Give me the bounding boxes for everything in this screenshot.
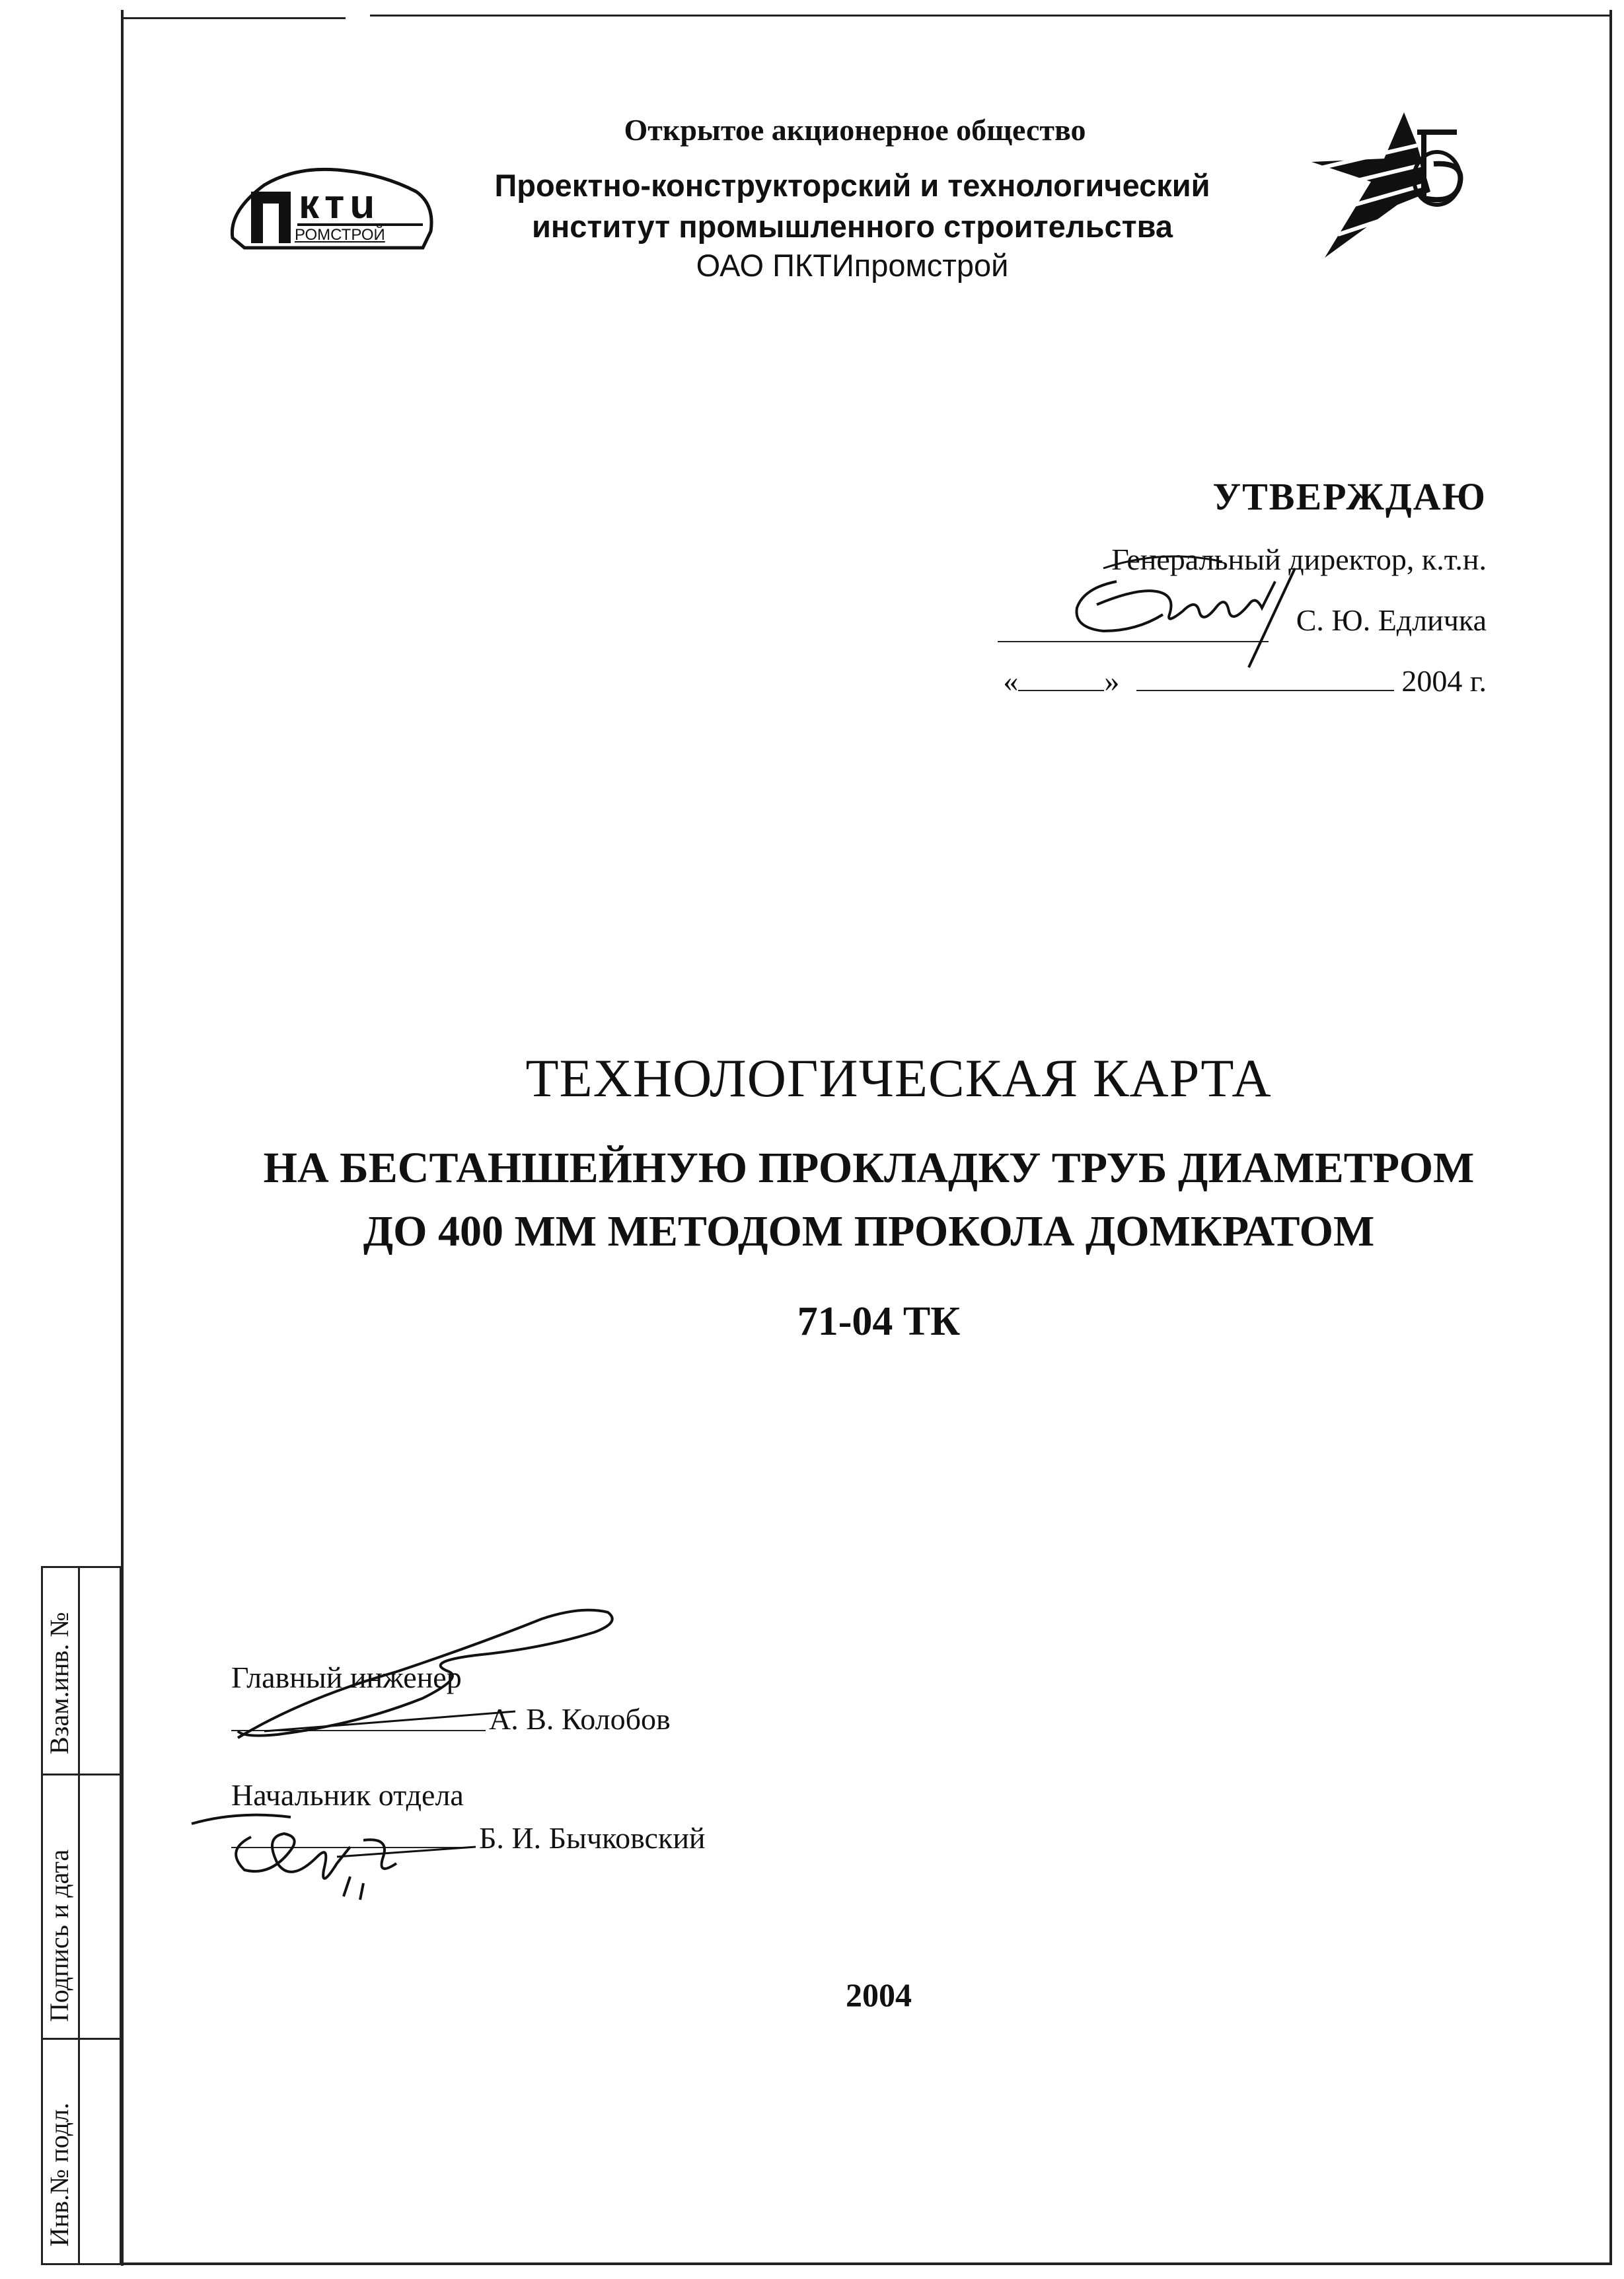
date-open-quote: « — [1003, 664, 1019, 698]
month-blank — [1136, 661, 1394, 691]
side-field-original-inv: Инв.№ подл. — [44, 2103, 74, 2247]
department-head-name: Б. И. Бычковский — [479, 1821, 706, 1855]
pktu-logo — [225, 165, 436, 258]
frame-top-left-line — [121, 17, 346, 19]
logo-sub-text: РОМСТРОЙ — [295, 226, 385, 244]
frame-right-line — [1609, 10, 1612, 2265]
logo-main-text: ктu — [299, 182, 381, 227]
date-close-quote: » — [1104, 664, 1120, 698]
document-title: ТЕХНОЛОГИЧЕСКАЯ КАРТА — [525, 1048, 1272, 1108]
org-name-line1: Проектно-конструкторский и технологический — [494, 168, 1210, 203]
subtitle-line1: НА БЕСТАНШЕЙНУЮ ПРОКЛАДКУ ТРУБ ДИАМЕТРОМ — [263, 1144, 1475, 1192]
head-signature — [185, 1784, 462, 1903]
date-year: 2004 г. — [1401, 664, 1487, 698]
chief-signature — [225, 1599, 621, 1744]
frame-top-line — [370, 15, 1612, 17]
department-head-position: Начальник отдела — [231, 1778, 464, 1812]
day-blank — [1018, 661, 1104, 691]
side-field-signature-date: Подпись и дата — [44, 1849, 74, 2022]
org-type: Открытое акционерное общество — [624, 113, 1086, 147]
chief-engineer-position: Главный инженер — [231, 1661, 462, 1694]
side-field-replacement-inv: Взам.инв. № — [44, 1612, 74, 1754]
org-name — [456, 165, 1249, 247]
side-stamp-divider — [78, 1566, 80, 2265]
approval-position: Генеральный директор, к.т.н. — [1111, 542, 1487, 576]
approval-title: УТВЕРЖДАЮ — [1212, 475, 1487, 518]
approval-date — [1003, 661, 1487, 698]
org-name-line2: институт промышленного строительства — [531, 209, 1173, 244]
document-subtitle — [218, 1137, 1520, 1263]
subtitle-line2: ДО 400 ММ МЕТОДОМ ПРОКОЛА ДОМКРАТОМ — [363, 1207, 1375, 1255]
side-stamp-row-divider-2 — [41, 2038, 122, 2040]
document-code: 71-04 ТК — [797, 1299, 961, 1344]
org-short-name: ОАО ПКТИпромстрой — [696, 248, 1009, 283]
side-stamp-row-divider-1 — [41, 1774, 122, 1775]
frame-bottom-line — [121, 2262, 1611, 2265]
document-year: 2004 — [846, 1976, 912, 2013]
chief-engineer-name: А. В. Колобов — [489, 1702, 671, 1736]
approval-name: С. Ю. Едличка — [1296, 603, 1487, 637]
director-signature — [1057, 542, 1335, 667]
